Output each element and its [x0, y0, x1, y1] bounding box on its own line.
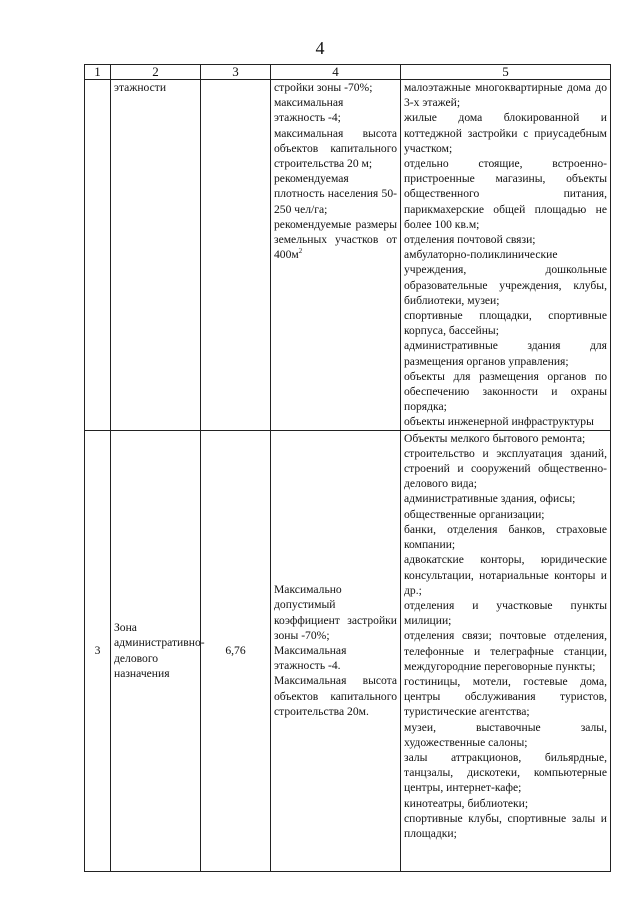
use-item: общественные организации;	[404, 507, 545, 521]
use-item: административные здания для размещения органов управления;	[404, 339, 607, 368]
header-cell: 3	[201, 65, 271, 80]
zoning-table	[84, 64, 611, 872]
area-cell: 6,76	[201, 430, 271, 871]
use-item: малоэтажные многоквартирные дома до 3-х этажей;	[404, 81, 607, 110]
superscript: 2	[298, 247, 303, 256]
use-item: адвокатские конторы, юридические консультации, нотариальные конторы и др.;	[404, 553, 607, 597]
use-item: отдельно стоящие, встроенно-пристроенные магазины, объекты общественного питания, парикмахерские общей площадью не более 100 кв.м;	[404, 157, 607, 231]
row-number-cell: 3	[85, 430, 111, 871]
header-cell: 1	[85, 65, 111, 80]
parameter-item: Максимальная этажность -4.	[274, 644, 347, 673]
area-cell	[201, 80, 271, 431]
permitted-uses-cell	[401, 80, 611, 431]
use-item: отделения почтовой связи;	[404, 233, 536, 247]
use-item: кинотеатры, библиотеки;	[404, 796, 529, 810]
parameter-item: стройки зоны -70%;	[274, 81, 373, 94]
zone-name-cell: Зона административно-делового назначения	[111, 430, 201, 871]
header-cell: 2	[111, 65, 201, 80]
header-cell: 5	[401, 65, 611, 80]
use-item: музеи, выставочные залы, художественные салоны;	[404, 720, 607, 749]
zone-name-cell: этажности	[111, 80, 201, 431]
permitted-uses-cell	[401, 430, 611, 871]
row-number-cell	[85, 80, 111, 431]
parameter-item	[274, 217, 397, 263]
use-item: спортивные площадки, спортивные корпуса, бассейны;	[404, 309, 607, 338]
page-number: 4	[315, 38, 325, 58]
parameter-item: рекомендуемая плотность населения 50-250 чел/га;	[274, 172, 397, 216]
parameters-cell	[271, 80, 401, 431]
use-item: объекты инженерной инфраструктуры	[404, 415, 594, 429]
use-item: административные здания, офисы;	[404, 492, 576, 506]
parameters-cell	[271, 430, 401, 871]
table-header-row	[85, 65, 611, 80]
table-row	[85, 430, 611, 871]
use-item: гостиницы, мотели, гостевые дома, центры обслуживания туристов, туристические агентства;	[404, 674, 607, 719]
use-item: Объекты мелкого бытового ремонта;	[404, 431, 586, 445]
use-item: жилые дома блокированной и коттеджной застройки с приусадебным участком;	[404, 111, 607, 155]
parameter-item: максимальная высота объектов капитального строительства 20 м;	[274, 126, 397, 171]
header-cell: 4	[271, 65, 401, 80]
parameter-item: максимальная этажность -4;	[274, 96, 344, 125]
use-item: амбулаторно-поликлинические учреждения, дошкольные образовательные учреждения, клубы, библиотеки, музеи;	[404, 248, 607, 307]
parameter-item: Максимальная высота объектов капитального строительства 20м.	[274, 674, 397, 718]
parameter-text: рекомендуемые размеры земельных участков от 400м	[274, 217, 397, 262]
use-item: строительство и эксплуатация зданий, строений и сооружений общественно-делового вида;	[404, 446, 607, 491]
use-item: объекты для размещения органов по обеспечению законности и охраны порядка;	[404, 369, 607, 414]
use-item: отделения и участковые пункты милиции;	[404, 598, 607, 628]
use-item: залы аттракционов, бильярдные, танцзалы, дискотеки, компьютерные центры, интернет-кафе;	[404, 750, 607, 795]
parameter-item: Максимально допустимый коэффициент застройки зоны -70%;	[274, 583, 397, 642]
table-row	[85, 80, 611, 431]
use-item: банки, отделения банков, страховые компании;	[404, 522, 607, 552]
use-item: спортивные клубы, спортивные залы и площадки;	[404, 811, 607, 840]
use-item: отделения связи; почтовые отделения, телефонные и телеграфные станции, междугородние переговорные пункты;	[404, 629, 607, 673]
